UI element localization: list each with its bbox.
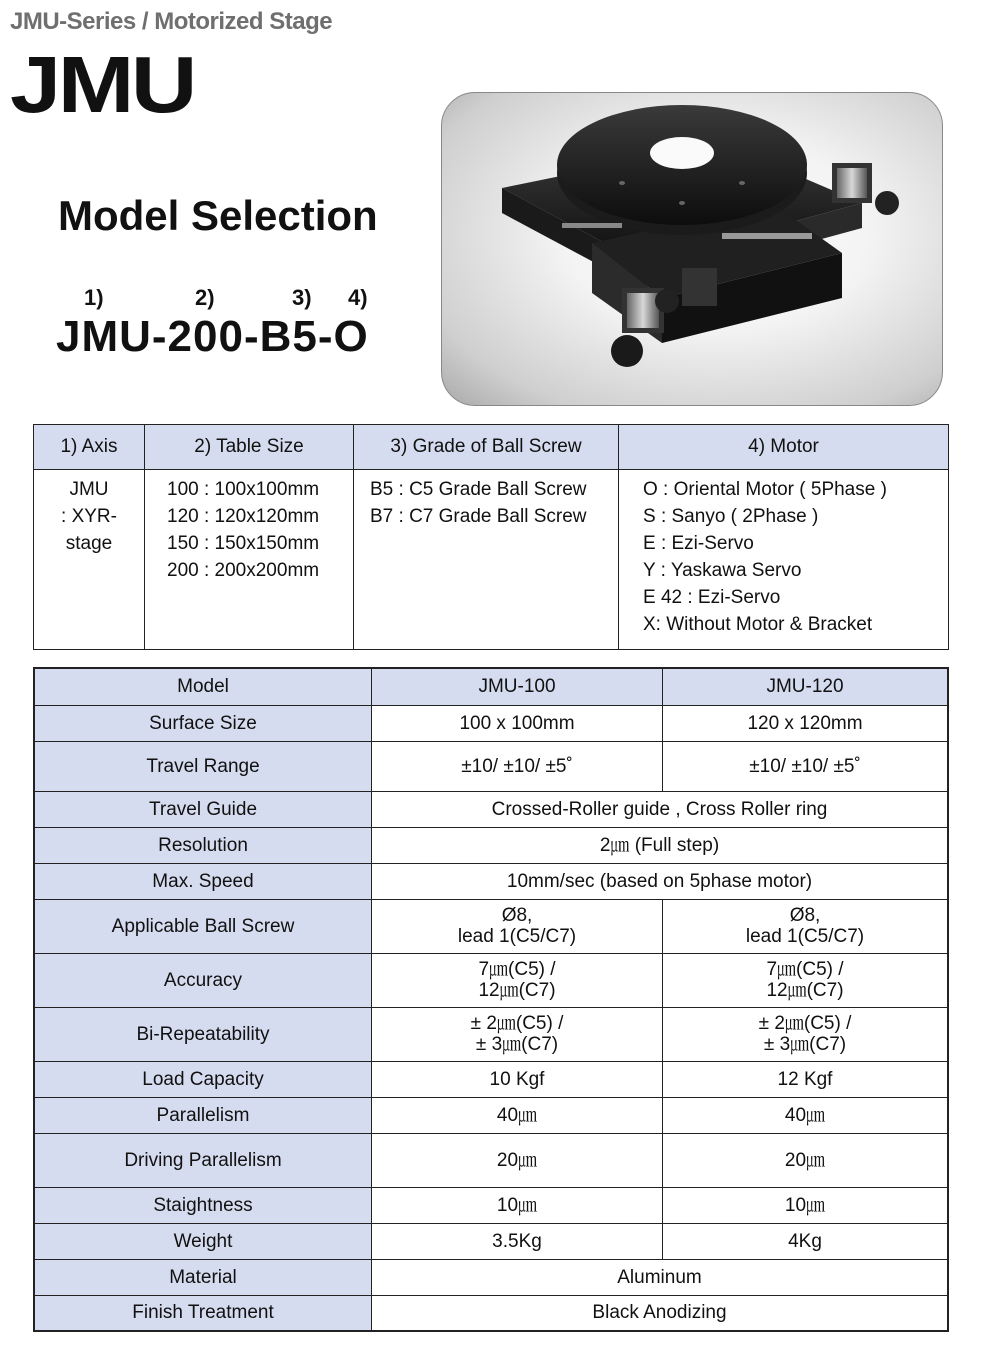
spec-label: Parallelism (34, 1097, 372, 1133)
model-selection-table (33, 424, 949, 650)
spec-value: Aluminum (372, 1259, 949, 1295)
spec-value: 20㎛ (372, 1133, 663, 1187)
motor-option: O : Oriental Motor ( 5Phase ) (643, 479, 887, 500)
spec-value: 10mm/sec (based on 5phase motor) (372, 863, 949, 899)
spec-header-model: Model (34, 668, 372, 705)
spec-value: 120 x 120mm (663, 705, 949, 741)
axis-cell (34, 470, 145, 650)
spec-header-jmu-120: JMU-120 (663, 668, 949, 705)
spec-value: 20㎛ (663, 1133, 949, 1187)
spec-label: Surface Size (34, 705, 372, 741)
spec-line: ± 2㎛(C5) / (470, 1013, 564, 1034)
code-number-1: 1) (84, 285, 104, 310)
spec-label: Weight (34, 1223, 372, 1259)
table-size-option: 200 : 200x200mm (167, 560, 320, 581)
spec-line: 12㎛(C7) (478, 980, 556, 1001)
spec-label: Resolution (34, 827, 372, 863)
header-table-size: 2) Table Size (145, 425, 354, 470)
spec-value: 10㎛ (372, 1187, 663, 1223)
spec-value: Crossed-Roller guide , Cross Roller ring (372, 791, 949, 827)
motor-option: E 42 : Ezi-Servo (643, 587, 781, 608)
spec-value: 10㎛ (663, 1187, 949, 1223)
spec-label: Travel Range (34, 741, 372, 791)
table-size-option: 120 : 120x120mm (167, 506, 320, 527)
motor-option: X: Without Motor & Bracket (643, 614, 873, 635)
code-number-3: 3) (292, 285, 312, 310)
spec-value: 10 Kgf (372, 1061, 663, 1097)
spec-value: Black Anodizing (372, 1295, 949, 1331)
series-title: JMU-Series / Motorized Stage (10, 8, 333, 35)
spec-label: Travel Guide (34, 791, 372, 827)
spec-value: 2㎛ (Full step) (372, 827, 949, 863)
motorized-stage-image (442, 93, 942, 405)
spec-line: ± 3㎛(C7) (475, 1034, 559, 1055)
motor-option: E : Ezi-Servo (643, 533, 754, 554)
spec-value (372, 899, 663, 953)
spec-label: Staightness (34, 1187, 372, 1223)
spec-label: Driving Parallelism (34, 1133, 372, 1187)
product-photo (441, 92, 943, 406)
spec-value (663, 953, 949, 1007)
spec-value: 12 Kgf (663, 1061, 949, 1097)
spec-label: Load Capacity (34, 1061, 372, 1097)
spec-value: 40㎛ (663, 1097, 949, 1133)
spec-value: 100 x 100mm (372, 705, 663, 741)
spec-value (663, 1007, 949, 1061)
spec-value: ±10/ ±10/ ±5˚ (663, 741, 949, 791)
spec-value (663, 899, 949, 953)
header-ball-screw: 3) Grade of Ball Screw (354, 425, 619, 470)
spec-line: lead 1(C5/C7) (457, 926, 577, 947)
code-number-4: 4) (348, 285, 368, 310)
spec-label: Bi-Repeatability (34, 1007, 372, 1061)
ball-screw-option: B7 : C7 Grade Ball Screw (370, 506, 587, 527)
header-axis: 1) Axis (34, 425, 145, 470)
spec-value (372, 953, 663, 1007)
spec-value: 3.5Kg (372, 1223, 663, 1259)
spec-line: Ø8, (789, 905, 821, 926)
section-title: Model Selection (58, 192, 378, 239)
table-size-option: 100 : 100x100mm (167, 479, 320, 500)
spec-value: 40㎛ (372, 1097, 663, 1133)
code-number-2: 2) (195, 285, 215, 310)
spec-line: Ø8, (501, 905, 533, 926)
ball-screw-option: B5 : C5 Grade Ball Screw (370, 479, 587, 500)
spec-header-jmu-100: JMU-100 (372, 668, 663, 705)
spec-label: Applicable Ball Screw (34, 899, 372, 953)
axis-line: JMU (69, 479, 109, 500)
spec-label: Finish Treatment (34, 1295, 372, 1331)
table-size-option: 150 : 150x150mm (167, 533, 320, 554)
spec-line: 7㎛(C5) / (766, 959, 844, 980)
spec-value: 4Kg (663, 1223, 949, 1259)
spec-line: ± 2㎛(C5) / (758, 1013, 852, 1034)
product-logo: JMU (10, 40, 194, 129)
spec-label: Max. Speed (34, 863, 372, 899)
spec-label: Accuracy (34, 953, 372, 1007)
specification-table (33, 667, 949, 1332)
ball-screw-cell (354, 470, 619, 650)
spec-label: Material (34, 1259, 372, 1295)
motor-cell (619, 470, 949, 650)
spec-line: ± 3㎛(C7) (763, 1034, 847, 1055)
axis-line: stage (65, 533, 113, 554)
spec-value: ±10/ ±10/ ±5˚ (372, 741, 663, 791)
motor-option: Y : Yaskawa Servo (643, 560, 802, 581)
axis-line: : XYR- (61, 506, 117, 527)
spec-line: 12㎛(C7) (766, 980, 844, 1001)
table-size-cell (145, 470, 354, 650)
header-motor: 4) Motor (619, 425, 949, 470)
spec-line: lead 1(C5/C7) (745, 926, 865, 947)
model-code-example: JMU-200-B5-O (56, 312, 369, 361)
spec-line: 7㎛(C5) / (478, 959, 556, 980)
spec-value (372, 1007, 663, 1061)
motor-option: S : Sanyo ( 2Phase ) (643, 506, 819, 527)
